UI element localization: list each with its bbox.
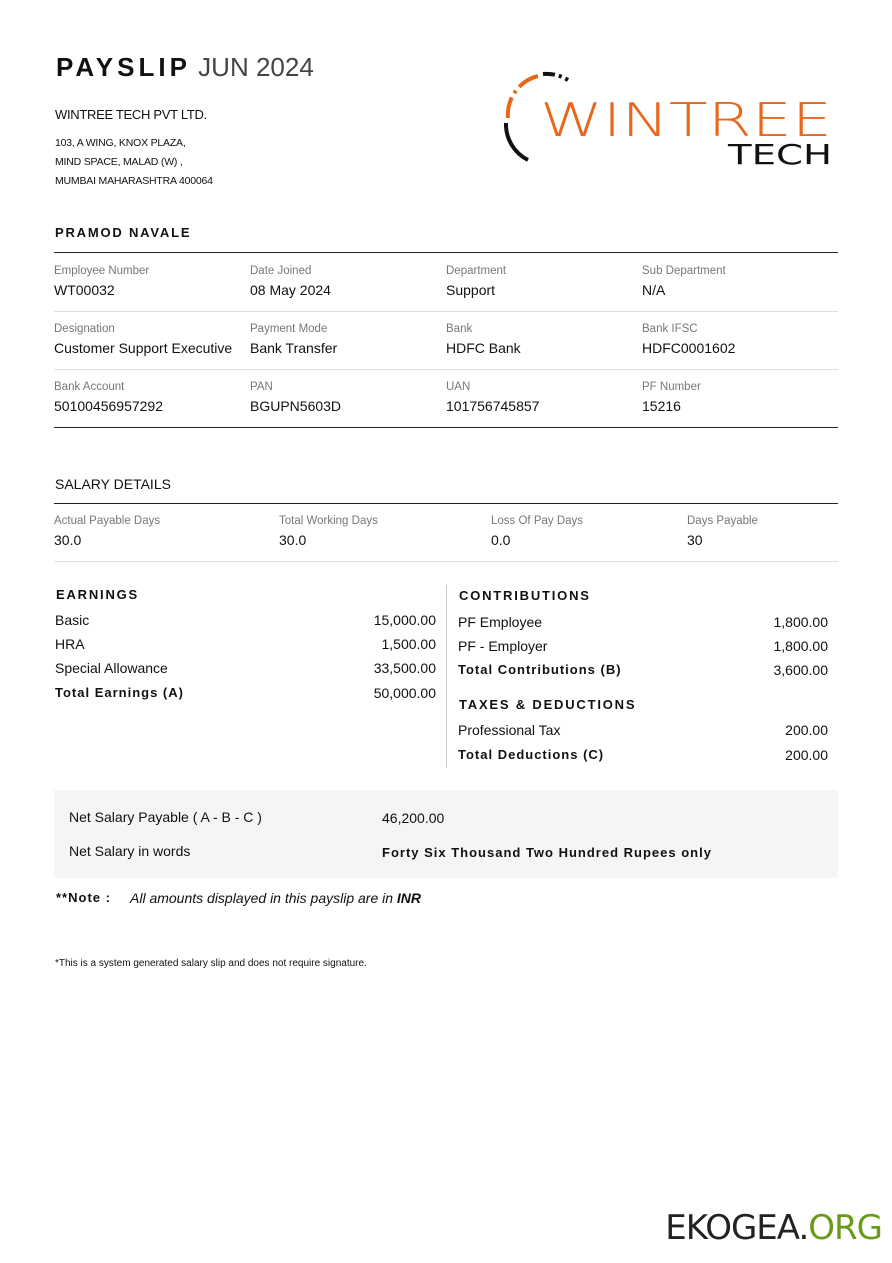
deductions-title: TAXES & DEDUCTIONS (459, 697, 637, 712)
row-label: Basic (55, 612, 90, 628)
field-value: 08 May 2024 (250, 282, 331, 298)
field-label: Department (446, 265, 507, 277)
row-label: Professional Tax (458, 722, 561, 738)
column-divider (446, 585, 447, 768)
address-line: 103, A WING, KNOX PLAZA, (55, 137, 186, 149)
divider (54, 561, 838, 562)
divider (54, 252, 838, 253)
pay-period: JUN 2024 (198, 52, 314, 82)
earnings-row (55, 636, 436, 652)
field-value: HDFC0001602 (642, 340, 736, 356)
field-label: Sub Department (642, 265, 726, 277)
watermark (665, 1208, 882, 1248)
footer-disclaimer: *This is a system generated salary slip and does not require signature. (55, 958, 367, 969)
contributions-total-row (458, 662, 828, 678)
field-value: HDFC Bank (446, 340, 521, 356)
payslip-title (56, 52, 314, 83)
field-value: Bank Transfer (250, 340, 338, 356)
employee-name: PRAMOD NAVALE (55, 225, 192, 240)
divider (54, 311, 838, 312)
days-label: Actual Payable Days (54, 515, 161, 527)
row-value: 1,800.00 (773, 614, 828, 630)
net-salary-box (54, 790, 838, 878)
company-name: WINTREE TECH PVT LTD. (55, 107, 207, 122)
total-label: Total Deductions (C) (458, 747, 605, 762)
total-label: Total Earnings (A) (55, 685, 184, 700)
field-value: Customer Support Executive (54, 340, 233, 356)
svg-text:TECH: TECH (726, 138, 832, 168)
field-label: UAN (446, 381, 471, 393)
field-value: BGUPN5603D (250, 398, 342, 414)
field-label: Payment Mode (250, 323, 328, 335)
title-bold: PAYSLIP (56, 52, 191, 82)
earnings-row (55, 660, 436, 676)
field-label: Designation (54, 323, 115, 335)
contributions-title: CONTRIBUTIONS (459, 588, 591, 603)
salary-details-title: SALARY DETAILS (55, 476, 171, 492)
divider (54, 503, 838, 504)
total-value: 3,600.00 (773, 662, 828, 678)
days-label: Total Working Days (279, 515, 378, 527)
contributions-row (458, 614, 828, 630)
days-label: Loss Of Pay Days (491, 515, 584, 527)
earnings-total-row (55, 685, 436, 701)
field-label: Bank IFSC (642, 323, 698, 335)
total-value: 50,000.00 (373, 685, 436, 701)
field-value: 15216 (642, 398, 681, 414)
note-currency: INR (396, 890, 422, 906)
company-logo (498, 68, 838, 173)
net-words-value: Forty Six Thousand Two Hundred Rupees only (382, 845, 712, 860)
field-label: Bank Account (54, 381, 125, 393)
field-label: PF Number (642, 381, 701, 393)
days-value: 30 (687, 532, 703, 548)
earnings-row (55, 612, 436, 628)
net-payable-value: 46,200.00 (382, 810, 445, 826)
field-value: 101756745857 (446, 398, 540, 414)
field-label: Employee Number (54, 265, 150, 277)
contributions-row (458, 638, 828, 654)
address-line: MUMBAI MAHARASHTRA 400064 (55, 175, 213, 187)
total-label: Total Contributions (B) (458, 662, 622, 677)
note-body: All amounts displayed in this payslip are in (130, 890, 397, 906)
watermark-tld: ORG (808, 1208, 882, 1248)
row-label: PF - Employer (458, 637, 548, 654)
field-value: WT00032 (54, 282, 115, 298)
svg-text:WINTREE: WINTREE (540, 93, 832, 147)
field-value: Support (446, 282, 496, 298)
deductions-row (458, 722, 828, 738)
row-value: 33,500.00 (373, 660, 436, 676)
row-label: HRA (55, 636, 85, 652)
divider (54, 427, 838, 428)
field-label: PAN (250, 381, 273, 393)
field-label: Bank (446, 323, 473, 335)
watermark-main: EKOGEA. (665, 1208, 809, 1248)
row-value: 1,800.00 (773, 637, 828, 654)
days-label: Days Payable (687, 515, 758, 527)
net-words-label: Net Salary in words (69, 843, 191, 859)
row-label: PF Employee (458, 614, 543, 630)
total-value: 200.00 (785, 747, 828, 763)
address-line: MIND SPACE, MALAD (W) , (55, 156, 183, 168)
row-label: Special Allowance (55, 660, 168, 676)
divider (54, 369, 838, 370)
row-value: 200.00 (785, 722, 828, 738)
days-value: 30.0 (54, 532, 82, 548)
deductions-total-row (458, 747, 828, 763)
note-text (130, 890, 421, 906)
earnings-title: EARNINGS (56, 587, 140, 602)
days-value: 0.0 (491, 532, 511, 548)
net-payable-label: Net Salary Payable ( A - B - C ) (69, 809, 262, 825)
row-value: 15,000.00 (373, 612, 436, 628)
field-value: 50100456957292 (54, 398, 164, 414)
row-value: 1,500.00 (381, 636, 436, 652)
field-label: Date Joined (250, 265, 312, 277)
note-label: **Note : (56, 890, 111, 905)
field-value: N/A (642, 282, 666, 298)
days-value: 30.0 (279, 532, 307, 548)
